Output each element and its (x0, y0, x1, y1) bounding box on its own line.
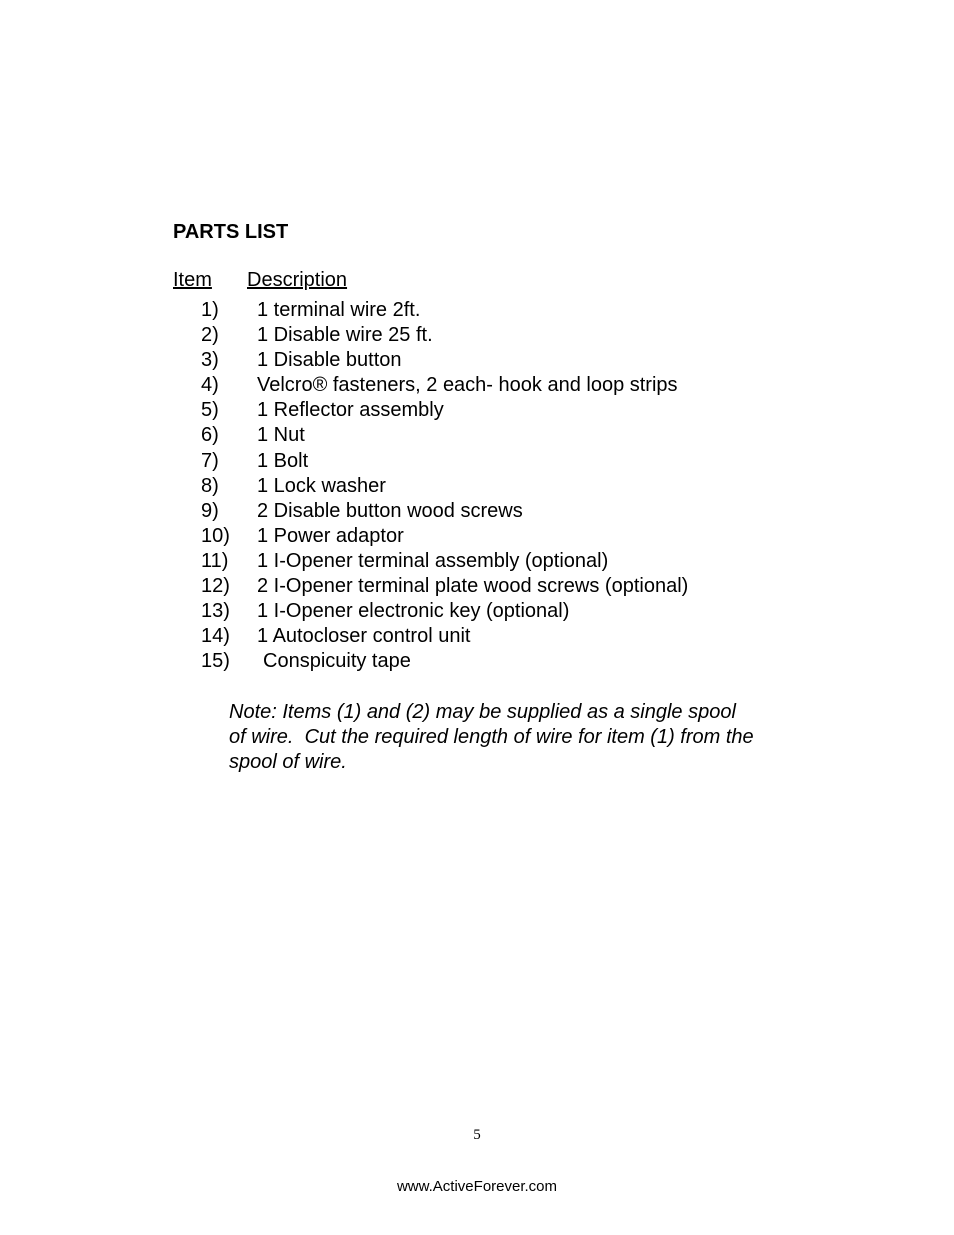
item-number: 4) (201, 374, 219, 397)
list-item (0, 474, 954, 499)
item-number: 10) (201, 524, 230, 547)
item-description: 2 Disable button wood screws (257, 499, 523, 522)
item-number: 15) (201, 650, 230, 673)
item-number: 13) (201, 600, 230, 623)
item-description: 1 Power adaptor (257, 524, 404, 547)
item-description: 1 Lock washer (257, 474, 386, 497)
item-number: 8) (201, 474, 219, 497)
item-description: Velcro® fasteners, 2 each- hook and loop strips (257, 374, 678, 397)
item-description: 1 Reflector assembly (257, 399, 444, 422)
list-item (0, 323, 954, 348)
item-description: 2 I-Opener terminal plate wood screws (optional) (257, 575, 689, 598)
list-item (0, 524, 954, 549)
column-header-item: Item (173, 269, 212, 291)
item-number: 6) (201, 424, 219, 447)
parts-list (0, 298, 954, 674)
item-number: 2) (201, 324, 219, 347)
list-item (0, 574, 954, 599)
item-number: 7) (201, 449, 219, 472)
item-description: 1 I-Opener electronic key (optional) (257, 600, 570, 623)
footer-url: www.ActiveForever.com (396, 1178, 558, 1195)
item-description: 1 terminal wire 2ft. (257, 299, 421, 321)
item-number: 11) (201, 549, 229, 572)
item-number: 14) (201, 625, 230, 648)
item-description: Conspicuity tape (263, 650, 411, 673)
item-number: 5) (201, 399, 219, 422)
list-item (0, 298, 954, 323)
list-item (0, 398, 954, 423)
page-title: PARTS LIST (173, 221, 289, 243)
item-description: 1 Bolt (257, 449, 309, 472)
list-item (0, 449, 954, 474)
item-number: 9) (201, 499, 219, 522)
item-description: 1 Disable wire 25 ft. (257, 324, 433, 347)
note-paragraph: Note: Items (1) and (2) may be supplied as a single spool of wire. Cut the required length of wire for item (1) from the spool of wire. (229, 701, 754, 773)
item-description: 1 Autocloser control unit (257, 625, 471, 648)
item-number: 3) (201, 349, 219, 372)
column-header-description: Description (247, 269, 348, 291)
list-item (0, 348, 954, 373)
list-item (0, 624, 954, 649)
list-item (0, 499, 954, 524)
item-description: 1 Nut (257, 424, 305, 447)
page-number: 5 (473, 1127, 481, 1143)
list-item (0, 373, 954, 398)
list-item (0, 599, 954, 624)
list-item (0, 423, 954, 448)
item-number: 12) (201, 575, 230, 598)
item-number: 1) (201, 299, 219, 321)
item-description: 1 Disable button (257, 349, 402, 372)
list-item (0, 649, 954, 674)
item-description: 1 I-Opener terminal assembly (optional) (257, 549, 609, 572)
list-item (0, 549, 954, 574)
